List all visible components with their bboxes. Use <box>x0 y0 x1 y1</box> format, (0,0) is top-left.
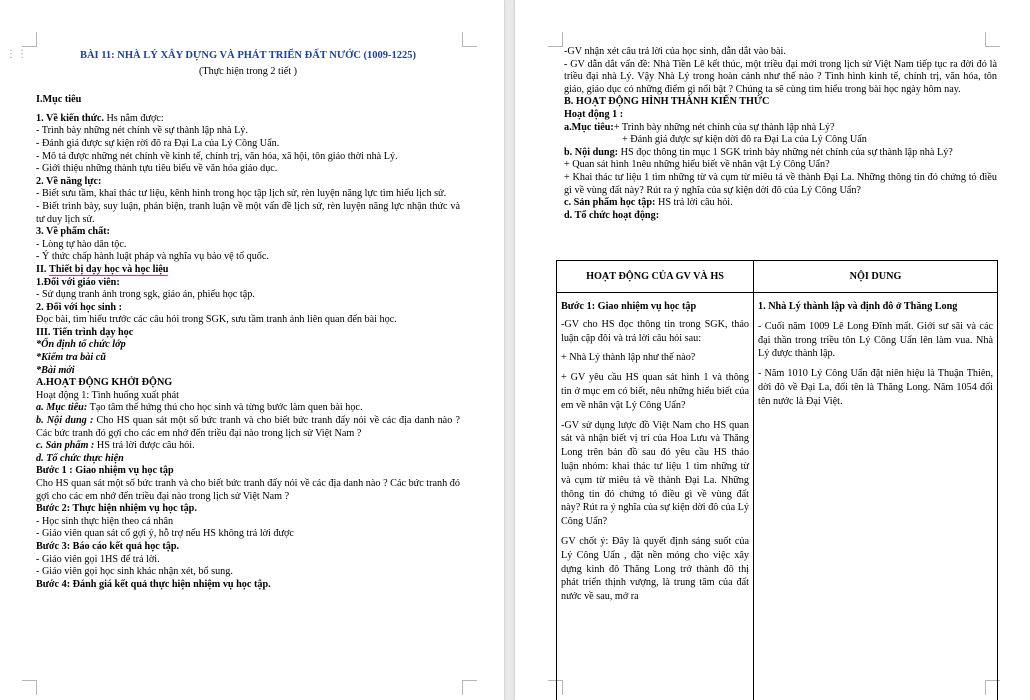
cell-paragraph: -GV sử dụng lược đồ Việt Nam cho HS quan sát và nhận biết vị trí của Hoa Lưu và Thăng Long trên bản đồ sau đó yêu cầu HS thảo luận nhóm: khai thác tư liệu 1 tìm những từ và cụm từ miêu tả về thành Đại La. Những thông tin đó chứng tỏ điều gì về vùng đất này? Rút ra ý nghĩa của sự kiện dời đô của Lý Công Uẩn? <box>561 419 749 528</box>
section-number: II. <box>36 263 47 275</box>
crop-mark-top-left <box>22 32 37 47</box>
text-line: - Học sinh thực hiện theo cá nhân <box>36 515 174 527</box>
table-header-row <box>557 261 998 293</box>
text-line: - Giới thiệu những thành tựu tiêu biểu về văn hóa giáo dục. <box>36 163 278 175</box>
cell-paragraph: + Nhà Lý thành lập như thế nào? <box>561 352 696 364</box>
section-heading: B. HOẠT ĐỘNG HÌNH THÀNH KIẾN THỨC <box>564 96 770 108</box>
step-heading: Bước 1 : Giao nhiệm vụ học tập <box>36 465 174 477</box>
text-line: - Biết sưu tầm, khai thác tư liệu, kênh hình trong học tập lịch sử, rèn luyện năng lực tìm hiểu lịch sử. <box>36 188 447 200</box>
content-cell <box>754 293 998 700</box>
label: c. Sản phẩm học tập: <box>564 197 656 209</box>
step-heading: Bước 1: Giao nhiệm vụ học tập <box>561 301 697 312</box>
text-line: -GV nhận xét câu trả lời của học sinh, dẫn dắt vào bài. <box>564 46 786 57</box>
text-line: Đọc bài, tìm hiểu trước các câu hỏi trong SGK, sưu tầm tranh ảnh liên quan đến bài học. <box>36 314 397 326</box>
subheading: 2. Về năng lực: <box>36 175 102 187</box>
activities-cell <box>557 293 754 700</box>
label: a. Mục tiêu: <box>36 402 88 414</box>
crop-mark-top-right <box>985 32 1000 47</box>
label: a.Mục tiêu: <box>564 121 614 133</box>
cell-paragraph: GV chốt ý: Đây là quyết định sáng suốt của Lý Công Uẩn , đặt nền móng cho việc xây dựng kinh đô Thăng Long trở thành đô thị phát triển thịnh vượng, là trung tâm của đất nước về sau, mở ra <box>561 535 749 603</box>
section-heading: A.HOẠT ĐỘNG KHỞI ĐỘNG <box>36 377 173 389</box>
cell-paragraph: + GV yêu cầu HS quan sát hình 1 và thông tin ở mục em có biết, nêu những hiểu biết của em về nhân vật Lý Công Uẩn? <box>561 372 749 411</box>
cell-paragraph: - Cuối năm 1009 Lê Long Đĩnh mất. Giới sư sãi và các đại thần trong triều tôn Lý Công Uẩn lên làm vua. Nhà Lý được thành lập. <box>758 320 993 360</box>
label: d. Tổ chức hoạt động: <box>564 209 660 221</box>
text: Tạo tâm thế hứng thú cho học sinh và từng bước làm quen bài học. <box>87 402 363 414</box>
subheading: 2. Đối với học sinh : <box>36 301 123 313</box>
crop-mark-top-right <box>462 32 477 47</box>
right-page-content <box>564 46 997 222</box>
subheading: *Bài mới <box>36 364 75 376</box>
text-line: - Giáo viên quan sát cổ gợi ý, hỗ trợ nếu HS không trả lời được <box>36 528 294 540</box>
label: c. Sản phẩm : <box>36 440 95 452</box>
document-page-left <box>0 0 504 700</box>
text-line: - GV dẫn dắt vấn đề: Nhà Tiền Lê kết thúc, một triều đại mới trong lịch sử Việt Nam tiếp tục ra đời đó là triều đại nhà Lý. Vậy Nhà Lý trong hoàn cảnh như thế nào ? Tình hình kinh tế, chính trị, văn hóa, tôn giáo, giáo dục có những điểm gì nổi bật ? Chúng ta sẽ cùng tìm hiểu trong bài học ngày hôm nay. <box>564 58 997 95</box>
text-line: - Giáo viên gọi 1HS để trả lời. <box>36 553 160 565</box>
text-line: + Khai thác tư liệu 1 tìm những từ và cụm từ miêu tả về thành Đại La. Những thông tin đó chứng tỏ điều gì về vùng đất này? Rút ra ý nghĩa của sự kiện dời đô của Lý Công Uẩn? <box>564 171 997 196</box>
section-heading: III. Tiến trình dạy học <box>36 326 134 338</box>
content-heading: 1. Nhà Lý thành lập và định đô ở Thăng Long <box>758 301 958 312</box>
label: d. Tổ chức thực hiện <box>36 452 124 464</box>
table-row <box>557 293 998 700</box>
activity-table <box>556 260 998 700</box>
step-heading: Bước 2: Thực hiện nhiệm vụ học tập. <box>36 503 197 515</box>
text-line: - Trình bày những nét chính về sự thành lập nhà Lý. <box>36 125 248 137</box>
text: + Trình bày những nét chính của sự thành lập nhà Lý? <box>613 121 835 133</box>
cell-paragraph: -GV cho HS đọc thông tin trong SGK, thảo luận cặp đôi và trả lời câu hỏi sau: <box>561 318 749 344</box>
text: Hs nắm được: <box>103 112 164 124</box>
step-heading: Bước 3: Báo cáo kết quả học tập. <box>36 540 180 552</box>
subheading: Hoạt động 1 : <box>564 108 624 120</box>
text-line: Hoạt động 1: Tình huống xuất phát <box>36 389 179 401</box>
text-line: - Đánh giá được sự kiện rời đô ra Đại La của Lý Công Uẩn. <box>36 137 280 149</box>
text: HS trả lời được câu hỏi. <box>94 440 195 452</box>
crop-mark-bottom-left <box>22 680 37 695</box>
text-line: + Quan sát hình 1nêu những hiểu biết về nhân vật Lý Công Uẩn? <box>564 159 830 171</box>
text-line: - Lòng tự hào dân tộc. <box>36 238 127 250</box>
section-heading: I.Mục tiêu <box>36 94 82 106</box>
subheading: 1. Về kiến thức. <box>36 112 104 124</box>
text: HS đọc thông tin mục 1 SGK trình bày những nét chính của sự thành lập nhà Lý? <box>618 146 953 158</box>
text-line: - Mô tả được những nét chính về kinh tế, chính trị, văn hóa, xã hội, tôn giáo thời nhà Lý. <box>36 150 398 162</box>
label: b. Nội dung: <box>564 146 619 158</box>
section-heading-underlined: Thiết bị dạy học và học liệu <box>49 263 169 275</box>
subheading: 1.Đối với giáo viên: <box>36 276 120 288</box>
text-line: - Sử dụng tranh ảnh trong sgk, giáo án, phiếu học tập. <box>36 289 255 301</box>
subheading: 3. Về phẩm chất: <box>36 226 110 238</box>
crop-mark-bottom-right <box>462 680 477 695</box>
drag-handle-icon[interactable]: ⋮⋮ <box>6 49 28 60</box>
left-page-content <box>36 50 460 591</box>
column-header-content: NỘI DUNG <box>754 261 998 293</box>
text-line: Cho HS quan sát một số bức tranh và cho biết bức tranh đấy nói về các địa danh nào ? Các bức tranh đó gợi cho các em nhớ đến triều đại nào trong lịch sử Việt Nam ? <box>36 478 460 502</box>
text: Cho HS quan sát một số bức tranh và cho biết bức tranh đấy nói về các địa danh nào ? Các bức tranh đó gợi cho các em nhớ đến triều đại nào trong lịch sử Việt Nam ? <box>36 415 460 439</box>
text-line: - Biết trình bày, suy luận, phản biện, tranh luận về một vấn đề lịch sử, rèn luyện năng lực nhận thức và tư duy lịch sử. <box>36 200 460 225</box>
text-line: + Đánh giá được sự kiện dời đô ra Đại La của Lý Công Uẩn <box>622 134 867 146</box>
subheading: *Ổn định tổ chức lớp <box>36 339 126 351</box>
lesson-title: BÀI 11: NHÀ LÝ XÂY DỰNG VÀ PHÁT TRIỂN ĐẤT NƯỚC (1009-1225) <box>79 50 417 61</box>
lesson-subtitle: (Thực hiện trong 2 tiết ) <box>198 65 298 77</box>
text-line: - Ý thức chấp hành luật pháp và nghĩa vụ bảo vệ tổ quốc. <box>36 251 269 263</box>
text-line: - Giáo viên gọi học sinh khác nhận xét, bổ sung. <box>36 566 233 578</box>
label: b. Nội dung : <box>36 415 94 427</box>
text: HS trả lời câu hỏi. <box>655 197 733 209</box>
crop-mark-top-left <box>548 32 563 47</box>
column-header-activities: HOẠT ĐỘNG CỦA GV VÀ HS <box>557 261 754 293</box>
cell-paragraph: - Năm 1010 Lý Công Uẩn đặt niên hiệu là Thuận Thiên, dời đô về Đại La, đổi tên là Thăng Long. Năm 1054 đổi tên nước là Đại Việt. <box>758 368 993 407</box>
document-page-right <box>515 0 1030 700</box>
subheading: *Kiểm tra bài cũ <box>36 352 106 364</box>
step-heading: Bước 4: Đánh giá kết quả thực hiện nhiệm vụ học tập. <box>36 578 271 590</box>
